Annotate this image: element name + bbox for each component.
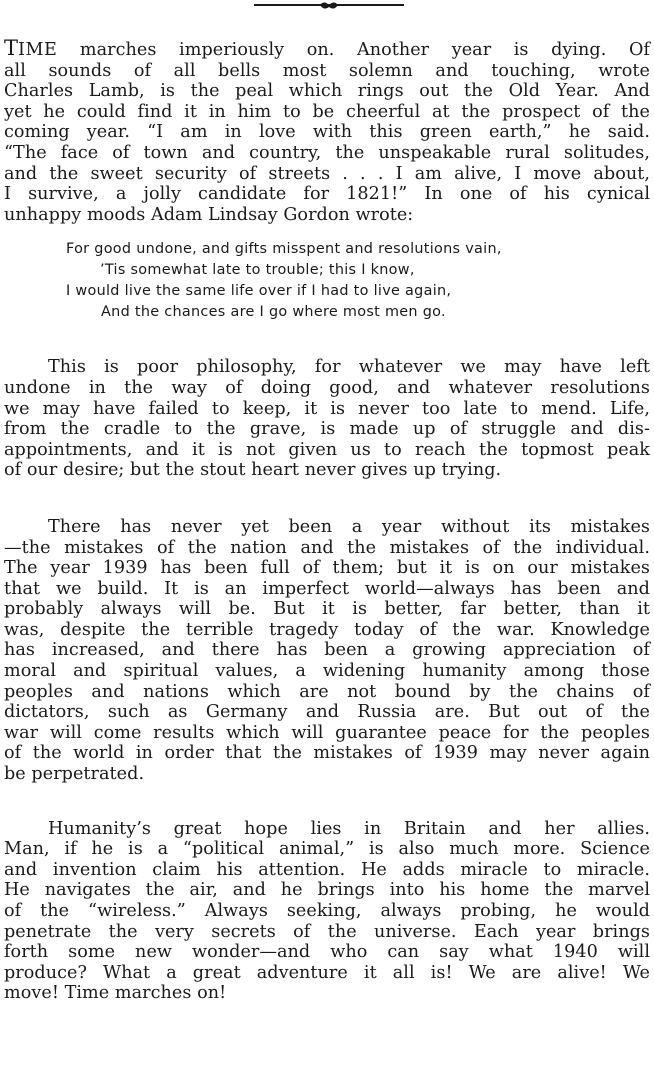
paragraph-line: undone in the way of doing good, and whatever resolutions	[4, 377, 650, 398]
line-text: marches imperiously on. Another year is dying. Of	[57, 40, 650, 60]
verse-line: For good undone, and gifts misspent and resolutions vain,	[66, 241, 502, 258]
paragraph-line: from the cradle to the grave, is made up of struggle and dis-	[4, 419, 650, 440]
paragraph-line: produce? What a great adventure it all is! We are alive! We	[4, 962, 650, 983]
paragraph-line: war will come results which will guarantee peace for the peoples	[4, 722, 650, 743]
paragraph-line: move! Time marches on!	[4, 983, 227, 1004]
paragraph-line: was, despite the terrible tragedy today of the war. Knowledge	[4, 619, 650, 640]
paragraph-line: unhappy moods Adam Lindsay Gordon wrote:	[4, 204, 414, 225]
paragraph-line: and invention claim his attention. He adds miracle to miracle.	[4, 859, 650, 880]
paragraph-line	[4, 38, 650, 61]
verse-line: ’Tis somewhat late to trouble; this I know,	[100, 262, 415, 279]
paragraph-line: all sounds of all bells most solemn and touching, wrote	[4, 60, 650, 81]
paragraph-line: appointments, and it is not given us to reach the topmost peak	[4, 439, 650, 460]
paragraph-1	[4, 38, 650, 225]
paragraph-line: moral and spiritual values, a widening humanity among those	[4, 661, 650, 682]
paragraph-line: I survive, a jolly candidate for 1821!” In one of his cynical	[4, 184, 650, 205]
paragraph-line: penetrate the very secrets of the universe. Each year brings	[4, 921, 650, 942]
paragraph-line: probably always will be. But it is better, far better, than it	[4, 599, 650, 620]
paragraph-line: of the “wireless.” Always seeking, always probing, he would	[4, 901, 650, 921]
paragraph-2	[4, 357, 650, 481]
paragraph-line: peoples and nations which are not bound by the chains of	[4, 681, 650, 702]
paragraph-line: There has never yet been a year without its mistakes	[48, 516, 650, 537]
paragraph-line: coming year. “I am in love with this green earth,” he said.	[4, 122, 650, 143]
paragraph-line: Man, if he is a “political animal,” is also much more. Science	[4, 839, 650, 860]
drop-cap: T	[4, 36, 19, 60]
paragraph-line: Charles Lamb, is the peal which rings out the Old Year. And	[4, 81, 650, 102]
paragraph-line: of our desire; but the stout heart never gives up trying.	[4, 460, 502, 481]
paragraph-line: —the mistakes of the nation and the mistakes of the individual.	[4, 537, 650, 558]
small-caps-word: IME	[18, 40, 58, 60]
paragraph-line: that we build. It is an imperfect world—always has been and	[4, 578, 650, 599]
article-body	[4, 38, 650, 1004]
paragraph-line: The year 1939 has been full of them; but it is on our mistakes	[4, 558, 650, 579]
verse-line: I would live the same life over if I had to live again,	[66, 283, 452, 300]
ornament-divider-icon	[254, 0, 404, 14]
paragraph-line: we may have failed to keep, it is never too late to mend. Life,	[4, 398, 650, 419]
paragraph-line: has increased, and there has been a growing appreciation of	[4, 640, 650, 661]
paragraph-line: Humanity’s great hope lies in Britain and her allies.	[48, 818, 650, 839]
paragraph-line: of the world in order that the mistakes of 1939 may never again	[4, 743, 650, 764]
paragraph-line: This is poor philosophy, for whatever we may have left	[48, 357, 650, 378]
paragraph-4	[4, 819, 650, 1004]
paragraph-line: be perpetrated.	[4, 764, 145, 785]
paragraph-line: dictators, such as Germany and Russia are. But out of the	[4, 702, 650, 723]
paragraph-line: He navigates the air, and he brings into his home the marvel	[4, 880, 650, 901]
paragraph-3	[4, 517, 650, 785]
paragraph-line: “The face of town and country, the unspeakable rural solitudes,	[4, 142, 650, 163]
verse-line: And the chances are I go where most men go.	[101, 304, 446, 321]
paragraph-line: yet he could find it in him to be cheerful at the prospect of the	[4, 101, 650, 122]
paragraph-line: and the sweet security of streets . . . I am alive, I move about,	[4, 163, 650, 184]
verse-quote	[4, 239, 650, 323]
paragraph-line: forth some new wonder—and who can say what 1940 will	[4, 942, 650, 963]
